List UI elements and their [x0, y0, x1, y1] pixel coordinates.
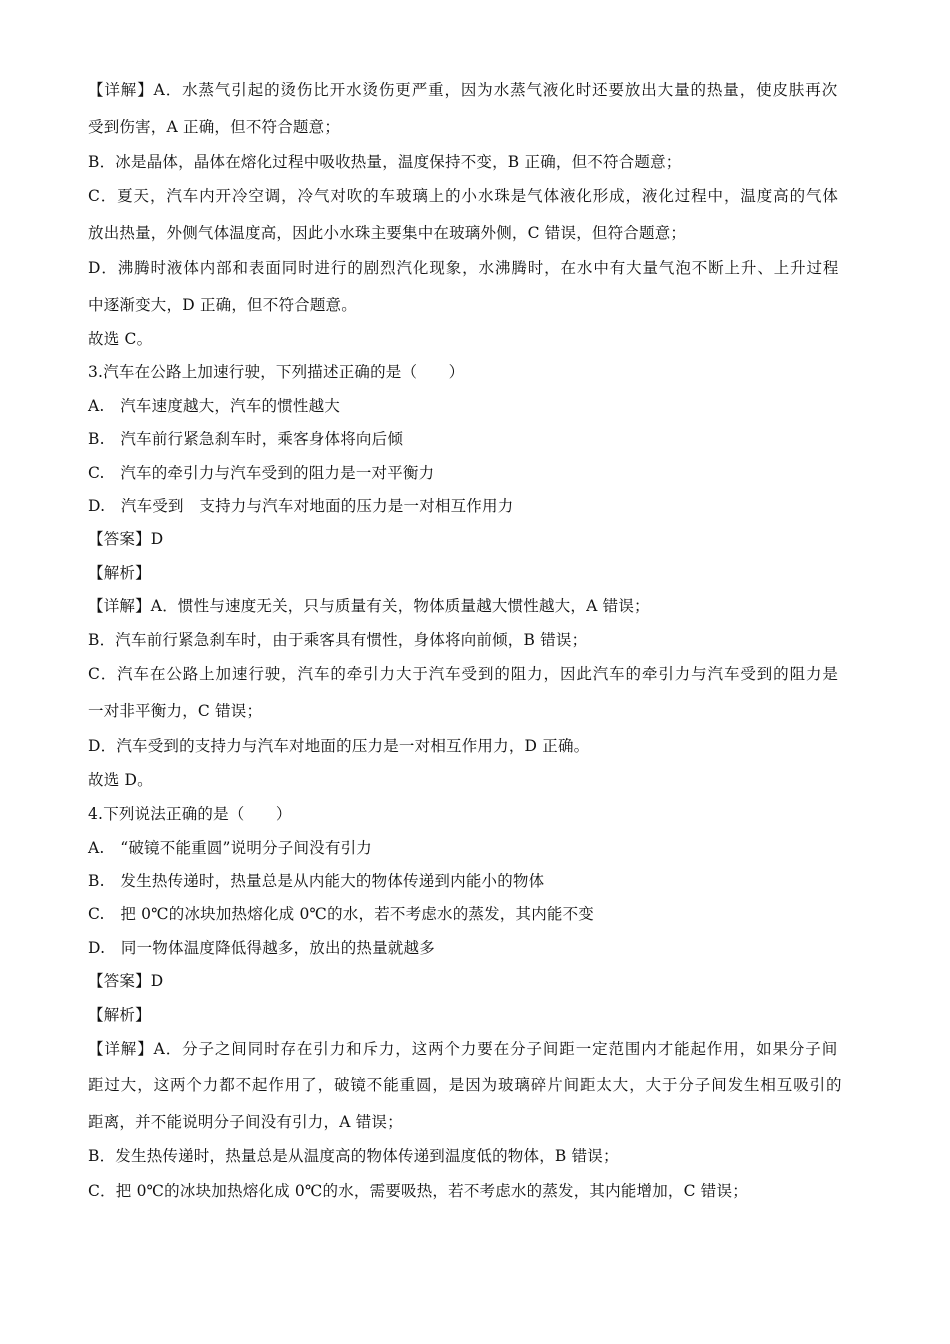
- text-line: B．冰是晶体，晶体在熔化过程中吸收热量，温度保持不变，B 正确，但不符合题意；: [88, 153, 682, 171]
- option-b: B. 汽车前行紧急刹车时，乘客身体将向后倾: [88, 430, 404, 448]
- question-4: 4.下列说法正确的是（ ）: [88, 805, 292, 823]
- option-c: C. 把 0℃的冰块加热熔化成 0℃的水，若不考虑水的蒸发，其内能不变: [88, 905, 594, 923]
- option-a: A. “破镜不能重圆”说明分子间没有引力: [88, 839, 372, 857]
- text-line: 【详解】A．分子之间同时存在引力和斥力，这两个力要在分子间距一定范围内才能起作用，如果分子间: [88, 1040, 839, 1058]
- text-line: B．发生热传递时，热量总是从温度高的物体传递到温度低的物体，B 错误；: [88, 1147, 619, 1165]
- text-line: 中逐渐变大，D 正确，但不符合题意。: [88, 296, 357, 314]
- text-line: 距过大，这两个力都不起作用了，破镜不能重圆，是因为玻璃碎片间距太大，大于分子间发生相互吸引的: [88, 1076, 843, 1094]
- option-d: D. 同一物体温度降低得越多，放出的热量就越多: [88, 939, 435, 957]
- text-line: 放出热量，外侧气体温度高，因此小水珠主要集中在玻璃外侧，C 错误，但符合题意；: [88, 224, 687, 242]
- text-line: D．沸腾时液体内部和表面同时进行的剧烈汽化现象，水沸腾时，在水中有大量气泡不断上升、上升过程: [88, 259, 840, 277]
- text-line: 距离，并不能说明分子间没有引力，A 错误；: [88, 1113, 403, 1131]
- answer-label: 【答案】D: [88, 530, 164, 548]
- text-line: C．汽车在公路上加速行驶，汽车的牵引力大于汽车受到的阻力，因此汽车的牵引力与汽车受到的阻力是: [88, 665, 839, 683]
- text-line: D．汽车受到的支持力与汽车对地面的压力是一对相互作用力，D 正确。: [88, 737, 590, 755]
- option-d: D. 汽车受到 支持力与汽车对地面的压力是一对相互作用力: [88, 497, 514, 515]
- text-line: 受到伤害，A 正确，但不符合题意；: [88, 118, 341, 136]
- option-b: B. 发生热传递时，热量总是从内能大的物体传递到内能小的物体: [88, 872, 545, 890]
- text-line: 故选 C。: [88, 330, 153, 348]
- text-line: C．夏天，汽车内开冷空调，冷气对吹的车玻璃上的小水珠是气体液化形成，液化过程中，温度高的气体: [88, 187, 839, 205]
- text-line: 一对非平衡力，C 错误；: [88, 702, 263, 720]
- analysis-label: 【解析】: [88, 564, 151, 582]
- analysis-label: 【解析】: [88, 1006, 151, 1024]
- option-c: C. 汽车的牵引力与汽车受到的阻力是一对平衡力: [88, 464, 435, 482]
- text-line: C．把 0℃的冰块加热熔化成 0℃的水，需要吸热，若不考虑水的蒸发，其内能增加，C 错误；: [88, 1182, 748, 1200]
- question-3: 3.汽车在公路上加速行驶，下列描述正确的是（ ）: [88, 363, 465, 381]
- text-line: 故选 D。: [88, 771, 153, 789]
- option-a: A. 汽车速度越大，汽车的惯性越大: [88, 397, 341, 415]
- text-line: 【详解】A．水蒸气引起的烫伤比开水烫伤更严重，因为水蒸气液化时还要放出大量的热量，使皮肤再次: [88, 81, 839, 99]
- text-line: 【详解】A．惯性与速度无关，只与质量有关，物体质量越大惯性越大，A 错误；: [88, 597, 650, 615]
- text-line: B．汽车前行紧急刹车时，由于乘客具有惯性，身体将向前倾，B 错误；: [88, 631, 588, 649]
- answer-label: 【答案】D: [88, 972, 164, 990]
